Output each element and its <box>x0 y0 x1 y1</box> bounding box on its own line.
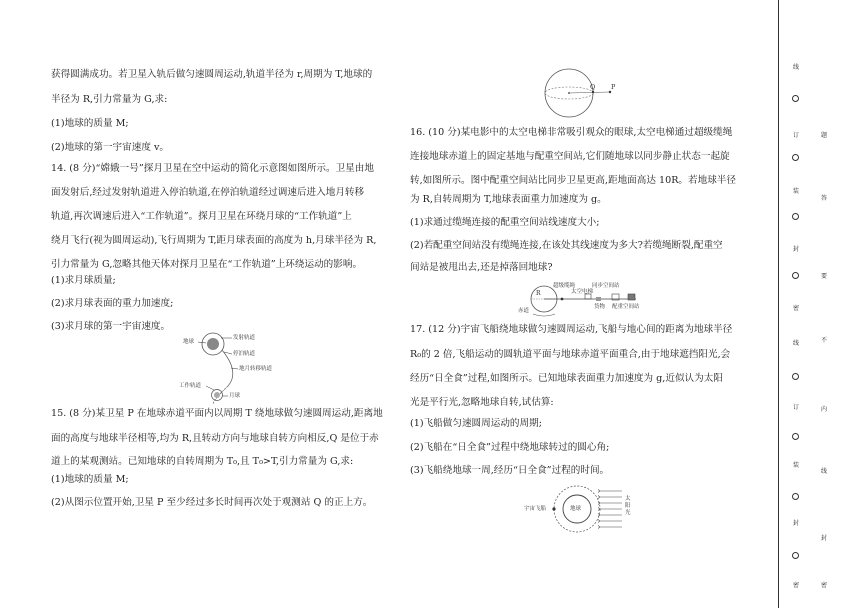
margin-char: 题 <box>821 132 828 139</box>
text-line: (1)求月球质量; <box>51 275 116 286</box>
label-r: R <box>536 290 541 297</box>
text-line: (1)地球的质量 M; <box>51 474 129 485</box>
text-line: R₀的 2 倍,飞船运动的圆轨道平面与地球赤道平面重合,由于地球遮挡阳光,会 <box>410 349 731 360</box>
text-line: (1)地球的质量 M; <box>51 118 129 129</box>
label-spaceship: 宇宙飞船 <box>524 506 547 512</box>
margin-char: 封 <box>821 535 828 542</box>
text-line: 面的高度与地球半径相等,均为 R,且转动方向与地球自转方向相反,Q 是位于赤 <box>51 433 379 444</box>
binding-hole-circle <box>792 95 799 102</box>
text-line: 光是平行光,忽略地球自转,试估算: <box>410 397 554 408</box>
margin-char: 线 <box>793 64 800 71</box>
text-line: 16. (10 分)某电影中的太空电梯非常吸引观众的眼球,太空电梯通过超级缆绳 <box>410 127 733 138</box>
label-earth: 地球 <box>570 506 582 512</box>
binding-hole-circle <box>792 552 799 559</box>
margin-char: 答 <box>821 195 828 202</box>
text-line: 引力常量为 G,忽略其他天体对探月卫星在“工作轨道”上环绕运动的影响。 <box>51 259 363 270</box>
text-line: (3)求月球的第一宇宙速度。 <box>51 321 171 332</box>
text-line: (1)求通过缆绳连接的配重空间站线速度大小; <box>410 217 600 228</box>
margin-char: 订 <box>793 132 800 139</box>
margin-char: 内 <box>821 406 828 413</box>
binding-hole-circle <box>792 272 799 279</box>
binding-hole-circle <box>792 373 799 380</box>
margin-char: 不 <box>821 337 828 344</box>
margin-char: 装 <box>793 188 800 195</box>
label-p: P <box>611 83 616 91</box>
label-earth: 地球 <box>183 339 195 345</box>
margin-char: 要 <box>821 273 828 280</box>
text-line: 绕月飞行(视为圆周运动),飞行周期为 T,距月球表面的高度为 h,月球半径为 R, <box>51 235 377 246</box>
binding-line <box>778 0 779 608</box>
label-launch-orbit: 发射轨道 <box>233 335 256 341</box>
label-cargo: 货物 <box>594 304 606 310</box>
text-line: (2)飞船在“日全食”过程中绕地球转过的圆心角; <box>410 442 610 453</box>
label-sync-station: 同步空间站 <box>592 283 620 289</box>
label-parking-orbit: 停泊轨道 <box>233 351 256 357</box>
label-equator: 赤道 <box>518 308 530 314</box>
binding-hole-circle <box>792 213 799 220</box>
margin-char: 装 <box>793 462 800 469</box>
label-transfer-orbit: 地月转移轨道 <box>239 366 273 372</box>
margin-char: 线 <box>821 468 828 475</box>
label-moon: 月球 <box>229 393 241 399</box>
text-line: (3)飞船绕地球一周,经历“日全食”过程的时间。 <box>410 465 610 476</box>
binding-hole-circle <box>792 493 799 500</box>
text-line: 15. (8 分)某卫星 P 在地球赤道平面内以周期 T 绕地球做匀速圆周运动,距离地 <box>51 408 383 419</box>
label-q: Q <box>590 83 596 91</box>
binding-hole-circle <box>792 433 799 440</box>
text-line: (2)从图示位置开始,卫星 P 至少经过多长时间再次处于观测站 Q 的正上方。 <box>51 497 373 508</box>
margin-char: 密 <box>793 305 800 312</box>
text-line: 转,如图所示。图中配重空间站比同步卫星更高,距地面高达 10R。若地球半径 <box>410 175 736 186</box>
label-counterweight-station: 配重空间站 <box>612 304 640 310</box>
margin-char: 封 <box>793 246 800 253</box>
binding-hole-circle <box>792 154 799 161</box>
text-line: 17. (12 分)宇宙飞船绕地球做匀速圆周运动,飞船与地心间的距离为地球半径 <box>410 324 733 335</box>
text-line: (1)飞船做匀速圆周运动的周期; <box>410 418 542 429</box>
text-line: (2)若配重空间站没有缆绳连接,在该处其线速度为多大?若缆绳断裂,配重空 <box>410 240 723 251</box>
text-line: 轨道,再次调速后进入“工作轨道”。探月卫星在环绕月球的“工作轨道”上 <box>51 211 352 222</box>
text-line: 半径为 R,引力常量为 G,求: <box>51 94 168 105</box>
margin-char: 订 <box>793 404 800 411</box>
label-elevator: 太空电梯 <box>571 289 594 295</box>
label-sunlight: 太阳光 <box>625 496 631 516</box>
label-work-orbit: 工作轨道 <box>179 383 202 389</box>
margin-char: 密 <box>821 582 828 589</box>
text-line: 连接地球赤道上的固定基地与配重空间站,它们随地球以同步静止状态一起旋 <box>410 151 730 162</box>
label-cable: 超级缆绳 <box>553 283 576 289</box>
text-line: 道上的某观测站。已知地球的自转周期为 T₀,且 T₀>T,引力常量为 G,求: <box>51 456 354 467</box>
text-line: 间站是被甩出去,还是掉落回地球? <box>410 262 553 273</box>
text-line: 经历“日全食”过程,如图所示。已知地球表面重力加速度为 g,近似认为太阳 <box>410 373 723 384</box>
text-line: (2)地球的第一宇宙速度 v。 <box>51 142 169 153</box>
margin-char: 线 <box>793 340 800 347</box>
text-line: 为 R,自转周期为 T,地球表面重力加速度为 g。 <box>410 194 607 205</box>
text-line: (2)求月球表面的重力加速度; <box>51 298 174 309</box>
margin-char: 密 <box>793 582 800 589</box>
text-line: 14. (8 分)“嫦娥一号”探月卫星在空中运动的简化示意图如图所示。卫星由地 <box>51 163 374 174</box>
text-line: 面发射后,经过发射轨道进入停泊轨道,在停泊轨道经过调速后进入地月转移 <box>51 187 365 198</box>
margin-char: 封 <box>793 520 800 527</box>
text-line: 获得圆满成功。若卫星入轨后做匀速圆周运动,轨道半径为 r,周期为 T,地球的 <box>51 69 373 80</box>
